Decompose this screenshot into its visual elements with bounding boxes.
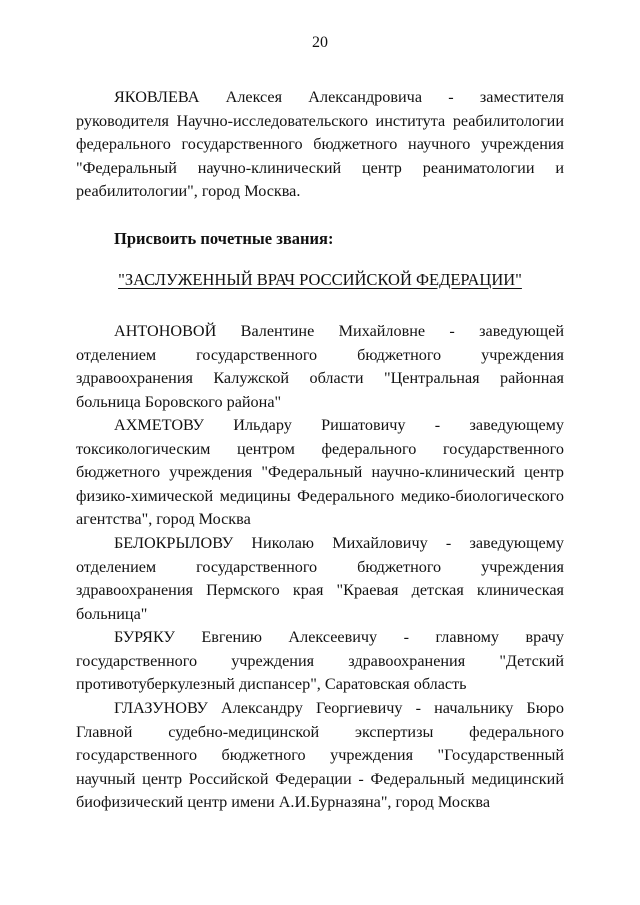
intro-paragraph: ЯКОВЛЕВА Алексея Александровича - заместителя руководителя Научно-исследовательского института реабилитологии федерального государственного бюджетного научного учреждения "Федеральный научно-клинический центр реаниматологии и реабилитологии", город Москва.: [76, 88, 564, 200]
honorary-title: "ЗАСЛУЖЕННЫЙ ВРАЧ РОССИЙСКОЙ ФЕДЕРАЦИИ": [118, 270, 522, 289]
award-entry: АНТОНОВОЙ Валентине Михайловне - заведующей отделением государственного бюджетного учреждения здравоохранения Калужской области "Центральная районная больница Боровского района": [76, 322, 564, 411]
award-entry: ГЛАЗУНОВУ Александру Георгиевичу - начальнику Бюро Главной судебно-медицинской экспертизы федерального государственного бюджетного учреждения "Государственный научный центр Российской Федерации - Федеральный медицинский биофизический центр имени А.И.Бурназяна", город Москва: [76, 699, 564, 811]
award-entry: АХМЕТОВУ Ильдару Ришатовичу - заведующему токсикологическим центром федерального государственного бюджетного учреждения "Федеральный научно-клинический центр физико-химической медицины Федерального медико-биологического агентства", город Москва: [76, 416, 564, 528]
award-entry: БУРЯКУ Евгению Алексеевичу - главному врачу государственного учреждения здравоохранения "Детский противотуберкулезный диспансер", Саратовская область: [76, 628, 564, 693]
award-entry: БЕЛОКРЫЛОВУ Николаю Михайловичу - заведующему отделением государственного бюджетного учреждения здравоохранения Пермского края "Краевая детская клиническая больница": [76, 534, 564, 623]
page-number: 20: [312, 34, 328, 51]
section-heading: Присвоить почетные звания:: [114, 229, 334, 248]
